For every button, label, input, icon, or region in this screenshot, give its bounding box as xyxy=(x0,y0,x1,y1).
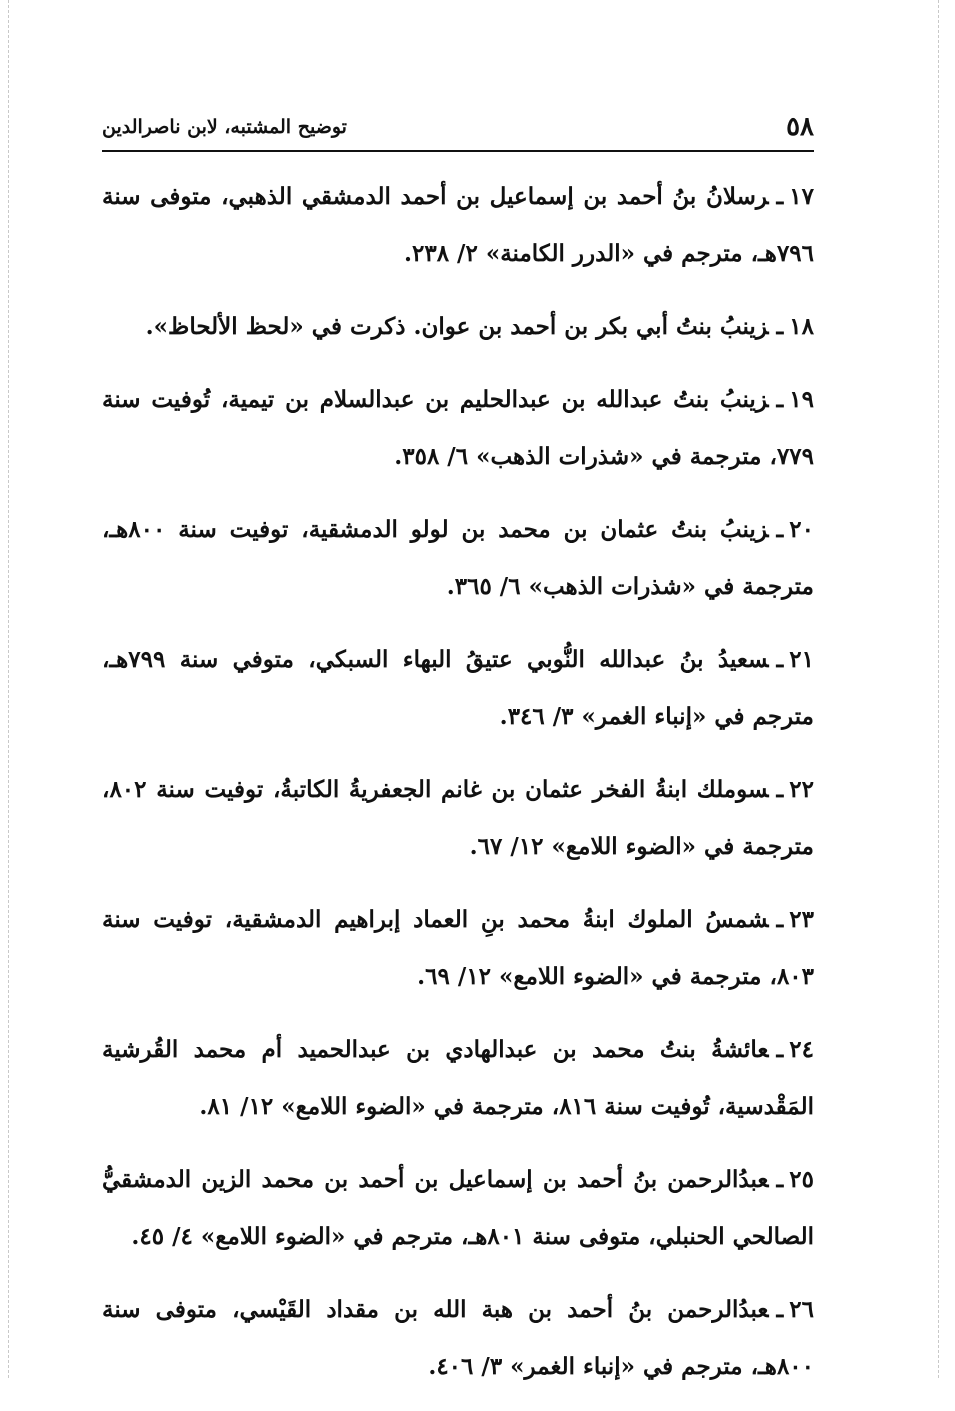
entry-number: ٢٠ xyxy=(789,516,814,543)
entry-23 xyxy=(102,891,814,1005)
entry-dash: ـ xyxy=(776,1296,784,1323)
entry-number: ٢٤ xyxy=(789,1036,814,1063)
entry-dash: ـ xyxy=(776,386,784,413)
entry-dash: ـ xyxy=(776,1036,784,1063)
entry-text: سعيدُ بنُ عبدالله النُّوبي عتيقُ البهاء السبكي، متوفي سنة ٧٩٩هـ، مترجم في «إنباء الغمر» ٣/ ٣٤٦. xyxy=(102,646,814,730)
header-rule xyxy=(102,150,814,152)
running-title: توضيح المشتبه، لابن ناصرالدين xyxy=(102,116,347,138)
entry-list xyxy=(102,168,814,1411)
entry-number: ٢٣ xyxy=(789,906,814,933)
entry-number: ٢١ xyxy=(789,646,814,673)
entry-text: شمسُ الملوك ابنةُ محمد بنِ العماد إبراهيم الدمشقية، توفيت سنة ٨٠٣، مترجمة في «الضوء اللامع» ١٢/ ٦٩. xyxy=(102,906,814,990)
entry-22 xyxy=(102,761,814,875)
entry-number: ٢٢ xyxy=(789,776,814,803)
entry-dash: ـ xyxy=(776,516,784,543)
entry-dash: ـ xyxy=(776,1166,784,1193)
entry-text: زينبُ بنتُ أبي بكر بن أحمد بن عوان. ذكرت في «لحظ الألحاظ». xyxy=(145,313,769,340)
entry-number: ٢٦ xyxy=(789,1296,814,1323)
entry-number: ١٨ xyxy=(789,313,814,340)
scan-edge-mark xyxy=(938,0,939,1378)
entry-number: ٢٥ xyxy=(789,1166,814,1193)
page-header xyxy=(102,108,814,152)
entry-24 xyxy=(102,1021,814,1135)
entry-19 xyxy=(102,371,814,485)
entry-dash: ـ xyxy=(776,646,784,673)
entry-text: رسلانُ بنُ أحمد بن إسماعيل بن أحمد الدمشقي الذهبي، متوفى سنة ٧٩٦هـ، مترجم في «الدرر الكامنة» ٢/ ٢٣٨. xyxy=(102,183,814,267)
entry-20 xyxy=(102,501,814,615)
entry-17 xyxy=(102,168,814,282)
entry-number: ١٧ xyxy=(789,183,814,210)
scan-edge-mark xyxy=(8,0,9,1378)
entry-text: سوملك ابنةُ الفخر عثمان بن غانم الجعفريةُ الكاتبةُ، توفيت سنة ٨٠٢، مترجمة في «الضوء اللامع» ١٢/ ٦٧. xyxy=(102,776,814,860)
page-number: ٥٨ xyxy=(786,112,814,142)
entry-text: زينبُ بنتُ عبدالله بن عبدالحليم بن عبدالسلام بن تيمية، تُوفيت سنة ٧٧٩، مترجمة في «شذرات الذهب» ٦/ ٣٥٨. xyxy=(102,386,814,470)
entry-25 xyxy=(102,1151,814,1265)
entry-18 xyxy=(102,298,814,355)
entry-dash: ـ xyxy=(776,183,784,210)
entry-dash: ـ xyxy=(776,906,784,933)
entry-21 xyxy=(102,631,814,745)
entry-text: عبدُالرحمن بنُ أحمد بن إسماعيل بن أحمد بن محمد الزين الدمشقيُّ الصالحي الحنبلي، متوفى سنة ٨٠١هـ، مترجم في «الضوء اللامع» ٤/ ٤٥. xyxy=(102,1166,814,1250)
entry-text: زينبُ بنتُ عثمان بن محمد بن لولو الدمشقية، توفيت سنة ٨٠٠هـ، مترجمة في «شذرات الذهب» ٦/ ٣٦٥. xyxy=(102,516,814,600)
entry-dash: ـ xyxy=(776,776,784,803)
entry-text: عبدُالرحمن بنُ أحمد بن هبة الله بن مقداد القَيْسي، متوفى سنة ٨٠٠هـ، مترجم في «إنباء الغمر» ٣/ ٤٠٦. xyxy=(102,1296,814,1380)
entry-text: عائشةُ بنتُ محمد بن عبدالهادي بن عبدالحميد أم محمد القُرشية المَقْدسية، تُوفيت سنة ٨١٦، مترجمة في «الضوء اللامع» ١٢/ ٨١. xyxy=(102,1036,814,1120)
entry-number: ١٩ xyxy=(789,386,814,413)
entry-dash: ـ xyxy=(776,313,784,340)
